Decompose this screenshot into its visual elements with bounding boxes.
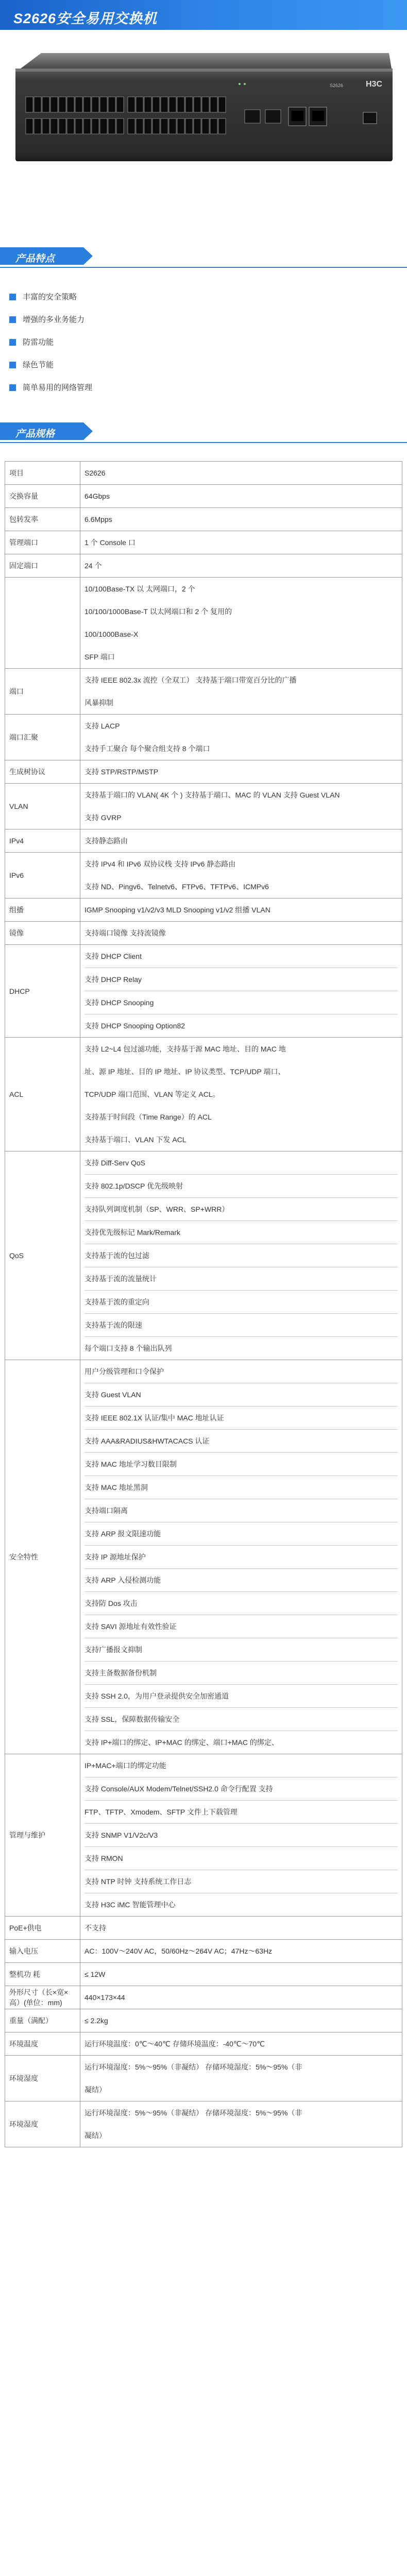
spec-value-line: 支持 H3C iMC 智能管理中心 [84, 1901, 176, 1909]
rj45-port [75, 97, 82, 112]
spec-value-line: 支持 L2~L4 包过滤功能，支持基于源 MAC 地址、目的 MAC 地 [84, 1045, 286, 1053]
spec-row [5, 1940, 402, 1963]
spec-value-line: 每个端口支持 8 个输出队列 [84, 1344, 172, 1352]
spec-value-line: 支持主备数据备份机制 [84, 1662, 398, 1685]
spec-key: 生成树协议 [5, 760, 80, 784]
bullet-square-icon [9, 294, 16, 300]
rj45-port [75, 118, 82, 134]
spec-key: VLAN [5, 784, 80, 829]
spec-value-line: 支持 Diff-Serv QoS [84, 1151, 398, 1175]
rj45-port [128, 97, 135, 112]
spec-value-line: 支持 SSH 2.0，为用户登录提供安全加密通道 [84, 1685, 398, 1708]
rj45-port [202, 97, 209, 112]
spec-key: 端口 [5, 669, 80, 715]
spec-value-line: 支持 IEEE 802.3x 流控（全双工） 支持基于端口带宽百分比的广播 [84, 676, 297, 684]
rj45-port [177, 97, 184, 112]
spec-value-line: 支持 DHCP Client [84, 945, 398, 968]
spec-value-line: FTP、TFTP、Xmodem、SFTP 文件上下载管理 [84, 1801, 398, 1824]
spec-value [80, 922, 402, 945]
rj45-port [218, 97, 226, 112]
spec-value-line: SFP 端口 [84, 653, 115, 661]
spec-value [80, 554, 402, 578]
spec-row [5, 945, 402, 1038]
spec-value-line: 运行环境湿度：5%～95%（非凝结） 存储环境湿度：5%～95%（非 [84, 2109, 302, 2117]
spec-value-line: ≤ 12W [84, 1970, 106, 1978]
spec-value [80, 945, 402, 1038]
spec-value [80, 669, 402, 715]
spec-row [5, 1986, 402, 2009]
spec-row [5, 554, 402, 578]
spec-value [80, 829, 402, 853]
rj45-port [26, 118, 33, 134]
rj45-port [144, 97, 151, 112]
model-mark: S2626 [330, 83, 344, 88]
spec-value [80, 531, 402, 554]
spec-value [80, 1940, 402, 1963]
feature-item [8, 309, 400, 331]
rj45-port [128, 118, 135, 134]
spec-row [5, 829, 402, 853]
spec-value-line: 支持端口隔离 [84, 1499, 398, 1522]
spec-key: 固定端口 [5, 554, 80, 578]
spec-key: ACL [5, 1038, 80, 1151]
spec-key: 环境湿度 [5, 2102, 80, 2147]
spec-value-line: 支持 LACP [84, 722, 120, 730]
spec-value-line: 支持 MAC 地址学习数目限制 [84, 1453, 398, 1476]
spec-key: IPv6 [5, 853, 80, 899]
feature-label: 丰富的安全策略 [23, 293, 77, 301]
rj45-port [92, 97, 99, 112]
spec-row [5, 2102, 402, 2147]
spec-value-line: 24 个 [84, 562, 102, 570]
rj45-port [177, 118, 184, 134]
spec-value-line: 不支持 [84, 1924, 106, 1932]
spec-key: 安全特性 [5, 1360, 80, 1754]
spec-value-line: 凝结） [84, 2086, 106, 2094]
specs-title: 产品规格 [15, 429, 55, 439]
spec-value-line: 6.6Mpps [84, 515, 112, 523]
spec-row [5, 2032, 402, 2056]
spec-value-line: 支持 IP+端口的绑定、IP+MAC 的绑定、端口+MAC 的绑定、 [84, 1738, 279, 1747]
spec-value-line: 风暴抑制 [84, 699, 113, 707]
rj45-port [136, 118, 143, 134]
spec-key: IPv4 [5, 829, 80, 853]
spec-row [5, 578, 402, 669]
spec-value-line: IP+MAC+端口的绑定功能 [84, 1754, 398, 1777]
rj45-port [92, 118, 99, 134]
spec-value-line: 运行环境温度：0℃～40℃ 存储环境温度：-40℃～70℃ [84, 2040, 265, 2048]
bullet-square-icon [9, 384, 16, 391]
spec-row [5, 462, 402, 485]
rj45-port [116, 118, 124, 134]
rj45-port [59, 97, 66, 112]
spec-value-line: S2626 [84, 469, 106, 477]
spec-value-line: 支持 SNMP V1/V2c/V3 [84, 1824, 398, 1847]
spec-value-line: 址、源 IP 地址、目的 IP 地址、IP 协议类型、TCP/UDP 端口、 [84, 1067, 285, 1076]
rj45-port [169, 118, 176, 134]
spec-value-line: 支持 STP/RSTP/MSTP [84, 768, 159, 776]
spec-value-line: 支持基于流的限速 [84, 1314, 398, 1337]
rj45-port [152, 118, 160, 134]
rj45-port [59, 118, 66, 134]
rj45-port [83, 118, 91, 134]
spec-value-line: 支持 IP 源地址保护 [84, 1546, 398, 1569]
spec-value-line: 440×173×44 [84, 1993, 125, 2002]
rj45-port [136, 97, 143, 112]
rj45-port [50, 118, 58, 134]
feature-item [8, 377, 400, 399]
feature-item [8, 331, 400, 354]
spec-value [80, 899, 402, 922]
rj45-port [42, 97, 49, 112]
spec-value [80, 1151, 402, 1360]
spec-row [5, 760, 402, 784]
rj45-port [34, 118, 41, 134]
rj45-port [185, 118, 193, 134]
spec-value [80, 485, 402, 508]
spec-value-line: 支持 GVRP [84, 814, 122, 822]
spec-value-line: 支持 Console/AUX Modem/Telnet/SSH2.0 命令行配置 支持 [84, 1777, 398, 1801]
spec-row [5, 922, 402, 945]
spec-key: DHCP [5, 945, 80, 1038]
spec-row [5, 715, 402, 760]
rj45-port [210, 118, 217, 134]
product-photo-area [0, 30, 407, 200]
spec-key: 环境湿度 [5, 2056, 80, 2102]
switch-product-image [10, 48, 397, 164]
rj45-port [144, 118, 151, 134]
spec-value [80, 1917, 402, 1940]
spec-value [80, 784, 402, 829]
rj45-port [194, 97, 201, 112]
spec-row [5, 1038, 402, 1151]
spec-value-line: 支持基于端口、VLAN 下发 ACL [84, 1136, 186, 1144]
spec-value-line: 支持 DHCP Snooping [84, 991, 398, 1014]
spec-key: 项目 [5, 462, 80, 485]
spec-value [80, 2102, 402, 2147]
spec-value-line: 10/100Base-TX 以 太网端口，2 个 [84, 585, 195, 593]
spec-value-line: 支持 ARP 报文限速功能 [84, 1522, 398, 1546]
spec-key: 环境温度 [5, 2032, 80, 2056]
spec-value-line: 支持 IPv4 和 IPv6 双协议栈 支持 IPv6 静态路由 [84, 860, 236, 868]
spec-value-line: ≤ 2.2kg [84, 2016, 108, 2025]
rj45-port [202, 118, 209, 134]
rj45-port [108, 97, 115, 112]
spec-value [80, 2056, 402, 2102]
spec-row [5, 1360, 402, 1754]
specs-header-rule [0, 442, 407, 443]
spec-value [80, 760, 402, 784]
spec-value-line: 支持 MAC 地址黑洞 [84, 1476, 398, 1499]
spec-value-line: 支持基于端口的 VLAN( 4K 个 ) 支持基于端口、MAC 的 VLAN 支持 Guest VLAN [84, 791, 340, 799]
spec-value [80, 1754, 402, 1917]
spec-value-line: 支持端口镜像 支持流镜像 [84, 929, 166, 937]
rj45-port [42, 118, 49, 134]
spec-value-line: 支持 ND、Pingv6、Telnetv6、FTPv6、TFTPv6、ICMPv6 [84, 883, 269, 891]
bullet-square-icon [9, 339, 16, 346]
spec-value [80, 1360, 402, 1754]
spec-table [5, 461, 402, 2147]
spec-key: 交换容量 [5, 485, 80, 508]
rj45-port [161, 97, 168, 112]
spec-value-line: 支持 NTP 时钟 支持系统工作日志 [84, 1870, 398, 1893]
rj45-port [67, 97, 74, 112]
spec-key: PoE+供电 [5, 1917, 80, 1940]
spec-value-line: 支持 DHCP Snooping Option82 [84, 1022, 185, 1030]
spec-value-line: 支持广播报文抑制 [84, 1638, 398, 1662]
bullet-square-icon [9, 362, 16, 368]
spec-key: 整机功 耗 [5, 1963, 80, 1986]
features-title: 产品特点 [15, 253, 55, 264]
rj45-port [116, 97, 124, 112]
h3c-logo: H3C [366, 80, 383, 89]
feature-list [8, 286, 400, 399]
spec-value [80, 1038, 402, 1151]
spec-row [5, 1917, 402, 1940]
spec-value [80, 715, 402, 760]
rj45-port [185, 97, 193, 112]
spec-value-line: 支持 Guest VLAN [84, 1383, 398, 1406]
spec-value-line: 支持 AAA&RADIUS&HWTACACS 认证 [84, 1430, 398, 1453]
spec-row [5, 2056, 402, 2102]
page-title: S2626安全易用交换机 [13, 11, 158, 26]
spec-value-line: 支持 SAVI 源地址有效性验证 [84, 1615, 398, 1638]
spec-row [5, 784, 402, 829]
spec-value-line: 支持基于流的重定向 [84, 1291, 398, 1314]
spec-value-line: 支持基于时间段（Time Range）的 ACL [84, 1113, 212, 1121]
feature-label: 增强的多业务能力 [23, 315, 85, 324]
spec-value-line: 支持 SSL，保障数据传输安全 [84, 1708, 398, 1731]
feature-item [8, 354, 400, 377]
spec-row [5, 485, 402, 508]
spec-key: 外形尺寸（长×宽×高）(单位：mm) [5, 1986, 80, 2009]
rj45-port [218, 118, 226, 134]
rj45-port [26, 97, 33, 112]
spec-value [80, 853, 402, 899]
feature-label: 防雷功能 [23, 338, 54, 347]
spec-value [80, 1963, 402, 1986]
spec-row [5, 2009, 402, 2032]
rj45-port [210, 97, 217, 112]
spec-row [5, 531, 402, 554]
rj45-port [108, 118, 115, 134]
spec-key: 镜像 [5, 922, 80, 945]
spec-value-line: 支持 ARP 入侵检测功能 [84, 1569, 398, 1592]
spec-value-line: 100/1000Base-X [84, 630, 139, 638]
spec-key: 输入电压 [5, 1940, 80, 1963]
spec-value-line: IGMP Snooping v1/v2/v3 MLD Snooping v1/v2 组播 VLAN [84, 906, 270, 914]
spec-row [5, 1754, 402, 1917]
rj45-port [100, 97, 107, 112]
spec-value-line: 支持优先级标记 Mark/Remark [84, 1221, 398, 1244]
spec-value-line: 10/100/1000Base-T 以太网端口和 2 个 复用的 [84, 607, 232, 616]
bullet-square-icon [9, 316, 16, 323]
spec-value-line: 支持手工聚合 每个聚合组支持 8 个端口 [84, 744, 210, 753]
rj45-port [67, 118, 74, 134]
spec-value-line: 支持静态路由 [84, 837, 128, 845]
spec-value-line: 64Gbps [84, 492, 110, 500]
spec-value-line: 支持队列调度机制（SP、WRR、SP+WRR） [84, 1198, 398, 1221]
feature-item [8, 286, 400, 309]
spec-value [80, 2009, 402, 2032]
spec-row [5, 853, 402, 899]
rj45-port [50, 97, 58, 112]
spec-value-line: 用户分级管理和口令保护 [84, 1360, 398, 1383]
spec-value-line: 支持 RMON [84, 1847, 398, 1870]
rj45-port [100, 118, 107, 134]
spec-key: 组播 [5, 899, 80, 922]
spec-value [80, 578, 402, 669]
spec-key: 管理端口 [5, 531, 80, 554]
spec-value-line: AC：100V～240V AC，50/60Hz～264V AC；47Hz～63Hz [84, 1947, 273, 1955]
spec-row [5, 508, 402, 531]
specs-header [0, 416, 407, 445]
rj45-port [194, 118, 201, 134]
spec-key: 包转发率 [5, 508, 80, 531]
features-header-rule [0, 267, 407, 268]
spec-row [5, 669, 402, 715]
spec-value-line: 支持 802.1p/DSCP 优先级映射 [84, 1175, 398, 1198]
rj45-port [83, 97, 91, 112]
spec-value [80, 2032, 402, 2056]
features-header [0, 241, 407, 270]
spec-value-line: 运行环境湿度：5%～95%（非凝结） 存储环境湿度：5%～95%（非 [84, 2063, 302, 2071]
rj45-port [161, 118, 168, 134]
spec-key: 端口汇聚 [5, 715, 80, 760]
feature-label: 简单易用的网络管理 [23, 383, 93, 392]
page-banner [0, 0, 407, 30]
spec-value-line: 支持基于流的包过滤 [84, 1244, 398, 1267]
spec-value [80, 508, 402, 531]
spec-value [80, 1986, 402, 2009]
feature-label: 绿色节能 [23, 361, 54, 369]
rj45-port [152, 97, 160, 112]
spec-value-line: 1 个 Console 口 [84, 538, 135, 547]
spec-row [5, 899, 402, 922]
spec-value-line: 支持防 Dos 攻击 [84, 1592, 398, 1615]
spec-value-line: 支持 IEEE 802.1X 认证/集中 MAC 地址认证 [84, 1406, 398, 1430]
rj45-port [169, 97, 176, 112]
spec-key: 管理与维护 [5, 1754, 80, 1917]
spec-value [80, 462, 402, 485]
spec-key [5, 578, 80, 669]
spec-value-line: 支持 DHCP Relay [84, 968, 398, 991]
spec-key: 重量（满配） [5, 2009, 80, 2032]
spec-value-line: 凝结） [84, 2131, 106, 2140]
spec-value-line: TCP/UDP 端口范围、VLAN 等定义 ACL。 [84, 1090, 220, 1098]
rj45-port [34, 97, 41, 112]
spec-value-line: 支持基于流的流量统计 [84, 1267, 398, 1291]
spec-key: QoS [5, 1151, 80, 1360]
spec-row [5, 1151, 402, 1360]
spec-row [5, 1963, 402, 1986]
